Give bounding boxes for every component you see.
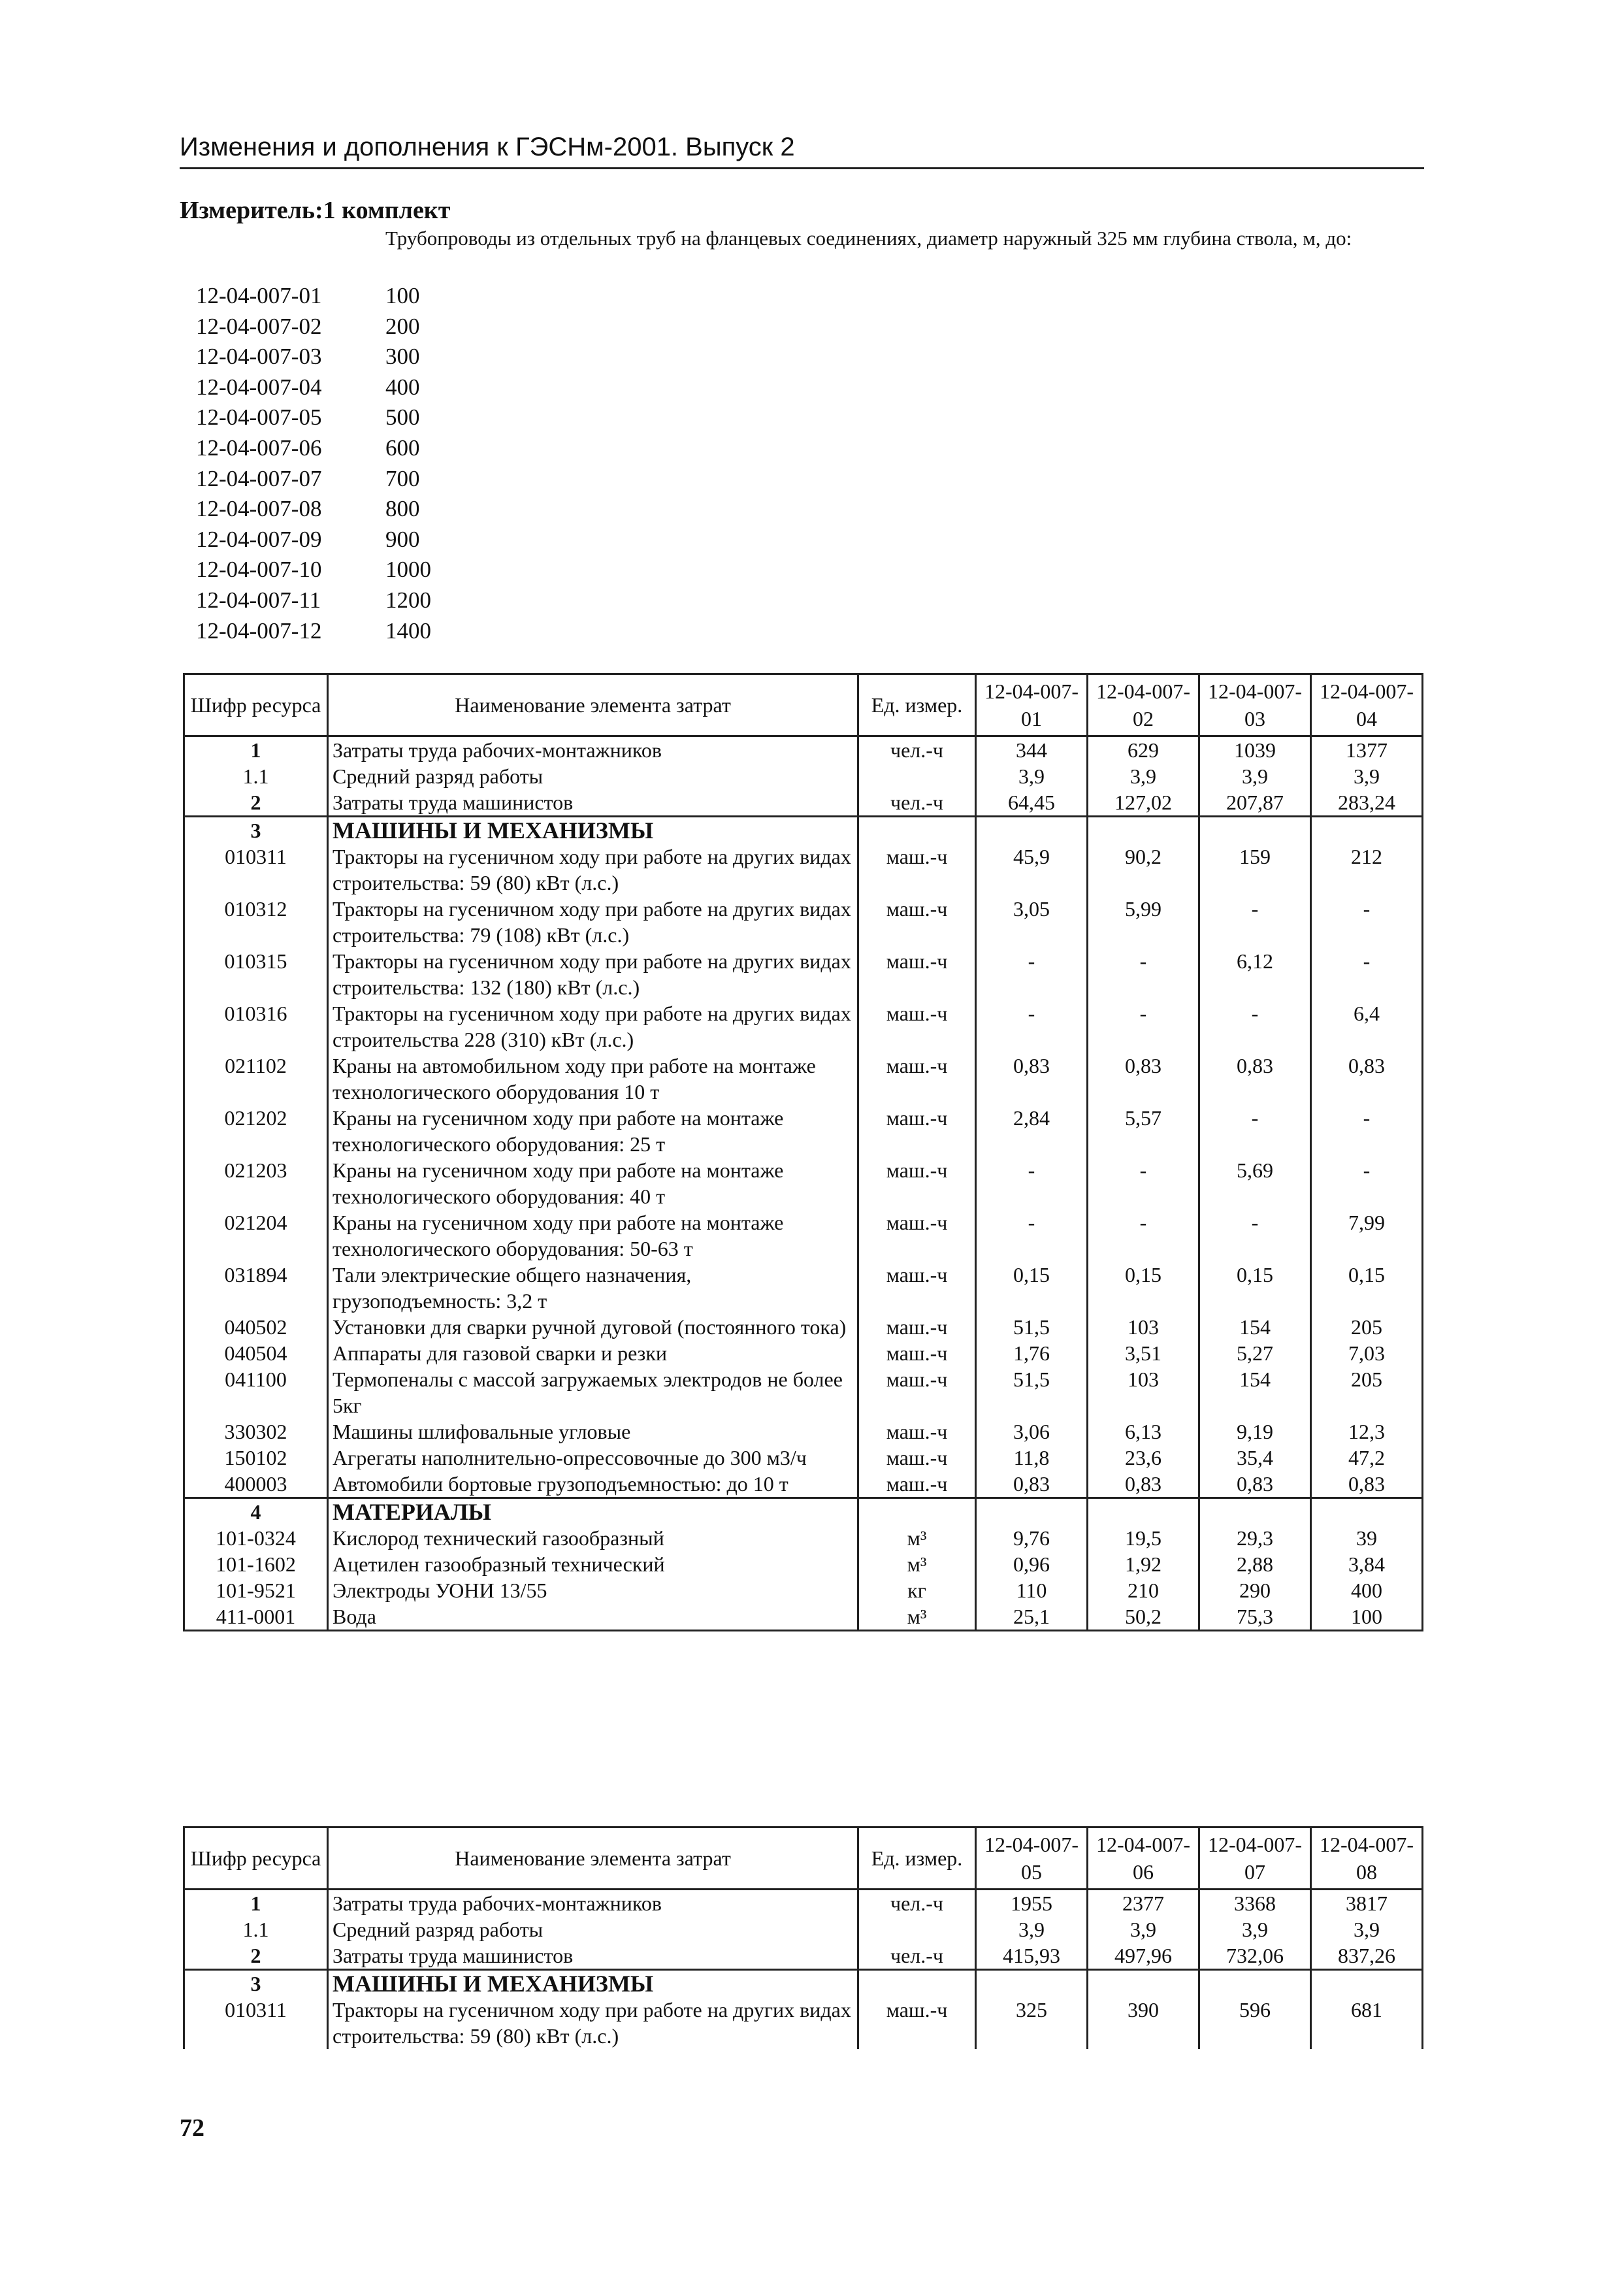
row-value: 3,9 bbox=[1088, 763, 1199, 789]
row-value: 6,13 bbox=[1088, 1418, 1199, 1445]
row-unit bbox=[858, 1498, 976, 1526]
row-value: 47,2 bbox=[1311, 1445, 1423, 1471]
row-value bbox=[1199, 817, 1311, 844]
row-value: 0,83 bbox=[1311, 1053, 1423, 1105]
code-list-code: 12-04-007-06 bbox=[196, 434, 322, 461]
row-value: - bbox=[1088, 1000, 1199, 1053]
row-value: 732,06 bbox=[1199, 1942, 1311, 1970]
row-value: - bbox=[976, 1000, 1088, 1053]
row-name: Тракторы на гусеничном ходу при работе на других видах строительства: 59 (80) кВт (л.с.) bbox=[328, 1997, 858, 2049]
row-code: 4 bbox=[184, 1498, 328, 1526]
code-list-code: 12-04-007-01 bbox=[196, 283, 322, 308]
code-list-depth: 300 bbox=[385, 344, 420, 370]
row-name: Краны на гусеничном ходу при работе на монтаже технологического оборудования: 40 т bbox=[328, 1157, 858, 1209]
code-list-depth: 700 bbox=[385, 465, 420, 491]
row-value: 1,76 bbox=[976, 1340, 1088, 1366]
table-row bbox=[184, 1551, 1423, 1577]
row-code: 040504 bbox=[184, 1340, 328, 1366]
row-value: 205 bbox=[1311, 1366, 1423, 1418]
row-value bbox=[1199, 1970, 1311, 1997]
table-row bbox=[184, 789, 1423, 817]
row-name: Вода bbox=[328, 1603, 858, 1631]
row-value: - bbox=[1311, 1105, 1423, 1157]
row-value: 207,87 bbox=[1199, 789, 1311, 817]
row-value: 3,9 bbox=[976, 763, 1088, 789]
row-name: Тракторы на гусеничном ходу при работе на других видах строительства 228 (310) кВт (л.с.) bbox=[328, 1000, 858, 1053]
row-value bbox=[976, 1498, 1088, 1526]
row-name: Средний разряд работы bbox=[328, 763, 858, 789]
row-value: 0,83 bbox=[1311, 1471, 1423, 1498]
header-unit: Ед. измер. bbox=[858, 1827, 976, 1890]
row-code: 101-1602 bbox=[184, 1551, 328, 1577]
row-value bbox=[1088, 1970, 1199, 1997]
row-name: Автомобили бортовые грузоподъемностью: до 10 т bbox=[328, 1471, 858, 1498]
row-value: 127,02 bbox=[1088, 789, 1199, 817]
code-list-code: 12-04-007-11 bbox=[196, 587, 321, 613]
row-code: 010316 bbox=[184, 1000, 328, 1053]
table-row bbox=[184, 1445, 1423, 1471]
code-list-code: 12-04-007-10 bbox=[196, 557, 322, 583]
table-row bbox=[184, 1997, 1423, 2049]
row-value: - bbox=[1311, 948, 1423, 1000]
row-value: 9,76 bbox=[976, 1525, 1088, 1551]
row-value bbox=[976, 817, 1088, 844]
row-name: Затраты труда рабочих-монтажников bbox=[328, 736, 858, 764]
row-unit: маш.-ч bbox=[858, 1053, 976, 1105]
row-unit: чел.-ч bbox=[858, 1890, 976, 1917]
row-code: 2 bbox=[184, 1942, 328, 1970]
row-code: 1 bbox=[184, 1890, 328, 1917]
code-list-code: 12-04-007-05 bbox=[196, 404, 322, 431]
table-row bbox=[184, 1418, 1423, 1445]
row-value: 25,1 bbox=[976, 1603, 1088, 1631]
header-col: 12-04-007-04 bbox=[1311, 674, 1423, 736]
row-name: Тракторы на гусеничном ходу при работе на других видах строительства: 79 (108) кВт (л.с.) bbox=[328, 896, 858, 948]
row-unit: чел.-ч bbox=[858, 736, 976, 764]
table-row bbox=[184, 1053, 1423, 1105]
row-code: 400003 bbox=[184, 1471, 328, 1498]
cost-table-1 bbox=[183, 673, 1423, 1631]
measure-line bbox=[180, 196, 450, 225]
row-value: 6,12 bbox=[1199, 948, 1311, 1000]
code-list-item bbox=[196, 464, 431, 495]
code-list-depth: 600 bbox=[385, 434, 420, 461]
row-name: Тали электрические общего назначения, грузоподъемность: 3,2 т bbox=[328, 1262, 858, 1314]
row-value: 0,83 bbox=[1199, 1471, 1311, 1498]
row-code: 040502 bbox=[184, 1314, 328, 1340]
row-unit: чел.-ч bbox=[858, 789, 976, 817]
row-value: 103 bbox=[1088, 1314, 1199, 1340]
row-value: 629 bbox=[1088, 736, 1199, 764]
row-value: 100 bbox=[1311, 1603, 1423, 1631]
row-value: - bbox=[976, 1157, 1088, 1209]
row-value: 3,9 bbox=[1199, 763, 1311, 789]
row-value: 3,9 bbox=[976, 1916, 1088, 1942]
row-unit: маш.-ч bbox=[858, 896, 976, 948]
row-unit bbox=[858, 1916, 976, 1942]
row-value: 283,24 bbox=[1311, 789, 1423, 817]
row-name: Затраты труда машинистов bbox=[328, 789, 858, 817]
row-code: 010315 bbox=[184, 948, 328, 1000]
table-row bbox=[184, 1603, 1423, 1631]
table-row bbox=[184, 763, 1423, 789]
row-name: Агрегаты наполнительно-опрессовочные до 300 м3/ч bbox=[328, 1445, 858, 1471]
header-col: 12-04-007-07 bbox=[1199, 1827, 1311, 1890]
row-value: 3,51 bbox=[1088, 1340, 1199, 1366]
code-list-item bbox=[196, 433, 431, 464]
code-list-depth: 200 bbox=[385, 313, 420, 339]
code-list-depth: 100 bbox=[385, 283, 420, 308]
header-code: Шифр ресурса bbox=[184, 674, 328, 736]
row-code: 411-0001 bbox=[184, 1603, 328, 1631]
header-col: 12-04-007-06 bbox=[1088, 1827, 1199, 1890]
row-code: 041100 bbox=[184, 1366, 328, 1418]
measure-value: 1 комплект bbox=[323, 197, 451, 224]
row-value: - bbox=[976, 948, 1088, 1000]
row-value: 11,8 bbox=[976, 1445, 1088, 1471]
table-row bbox=[184, 1890, 1423, 1917]
row-name: Затраты труда машинистов bbox=[328, 1942, 858, 1970]
row-unit: маш.-ч bbox=[858, 1314, 976, 1340]
row-value: - bbox=[1311, 896, 1423, 948]
code-list-depth: 500 bbox=[385, 404, 420, 431]
table-row bbox=[184, 1262, 1423, 1314]
table-row bbox=[184, 1209, 1423, 1262]
row-value: - bbox=[1199, 1209, 1311, 1262]
row-value: 3,9 bbox=[1199, 1916, 1311, 1942]
code-list-item bbox=[196, 585, 431, 616]
header-title: Изменения и дополнения к ГЭСНм-2001. Выпуск 2 bbox=[180, 133, 795, 161]
row-value bbox=[1311, 1498, 1423, 1526]
row-value: 596 bbox=[1199, 1997, 1311, 2049]
code-list-item bbox=[196, 494, 431, 525]
row-value: 159 bbox=[1199, 844, 1311, 896]
row-value: 0,15 bbox=[1311, 1262, 1423, 1314]
row-value: 415,93 bbox=[976, 1942, 1088, 1970]
row-code: 021204 bbox=[184, 1209, 328, 1262]
row-unit: маш.-ч bbox=[858, 1209, 976, 1262]
row-code: 010312 bbox=[184, 896, 328, 948]
row-value: - bbox=[1199, 1105, 1311, 1157]
row-unit: маш.-ч bbox=[858, 1262, 976, 1314]
row-unit: маш.-ч bbox=[858, 1105, 976, 1157]
row-name: Краны на автомобильном ходу при работе на монтаже технологического оборудования 10 т bbox=[328, 1053, 858, 1105]
code-list-depth: 900 bbox=[385, 526, 420, 552]
row-value: 6,4 bbox=[1311, 1000, 1423, 1053]
row-value: 5,27 bbox=[1199, 1340, 1311, 1366]
row-value: 7,03 bbox=[1311, 1340, 1423, 1366]
row-name: Тракторы на гусеничном ходу при работе на других видах строительства: 132 (180) кВт (л.с.) bbox=[328, 948, 858, 1000]
work-description: Трубопроводы из отдельных труб на фланцевых соединениях, диаметр наружный 325 мм глубина ствола, м, до: bbox=[385, 227, 1352, 250]
code-list-code: 12-04-007-09 bbox=[196, 526, 322, 552]
row-value: 19,5 bbox=[1088, 1525, 1199, 1551]
header-col: 12-04-007-05 bbox=[976, 1827, 1088, 1890]
row-value: 29,3 bbox=[1199, 1525, 1311, 1551]
row-unit: маш.-ч bbox=[858, 1157, 976, 1209]
header-name: Наименование элемента затрат bbox=[328, 674, 858, 736]
row-value bbox=[1199, 1498, 1311, 1526]
code-list-item bbox=[196, 281, 431, 312]
row-unit bbox=[858, 817, 976, 844]
row-value: 290 bbox=[1199, 1577, 1311, 1603]
row-name: Установки для сварки ручной дуговой (постоянного тока) bbox=[328, 1314, 858, 1340]
row-unit: м³ bbox=[858, 1525, 976, 1551]
row-value: 325 bbox=[976, 1997, 1088, 2049]
row-value: 1955 bbox=[976, 1890, 1088, 1917]
row-unit bbox=[858, 763, 976, 789]
table-row bbox=[184, 1157, 1423, 1209]
row-code: 1 bbox=[184, 736, 328, 764]
row-value: 110 bbox=[976, 1577, 1088, 1603]
row-value: 344 bbox=[976, 736, 1088, 764]
row-name: Ацетилен газообразный технический bbox=[328, 1551, 858, 1577]
row-value: 90,2 bbox=[1088, 844, 1199, 896]
row-unit: маш.-ч bbox=[858, 948, 976, 1000]
code-list bbox=[196, 281, 431, 646]
row-name: Электроды УОНИ 13/55 bbox=[328, 1577, 858, 1603]
row-name: Кислород технический газообразный bbox=[328, 1525, 858, 1551]
row-value: 45,9 bbox=[976, 844, 1088, 896]
header-unit: Ед. измер. bbox=[858, 674, 976, 736]
row-value bbox=[1311, 1970, 1423, 1997]
row-value: 400 bbox=[1311, 1577, 1423, 1603]
table-row bbox=[184, 817, 1423, 844]
row-code: 3 bbox=[184, 817, 328, 844]
row-value: 390 bbox=[1088, 1997, 1199, 2049]
row-unit: чел.-ч bbox=[858, 1942, 976, 1970]
header-code: Шифр ресурса bbox=[184, 1827, 328, 1890]
table-row bbox=[184, 1314, 1423, 1340]
row-value: 3,9 bbox=[1088, 1916, 1199, 1942]
table-header-row bbox=[184, 1827, 1423, 1890]
measure-label: Измеритель: bbox=[180, 197, 323, 224]
row-name: Затраты труда рабочих-монтажников bbox=[328, 1890, 858, 1917]
row-unit: маш.-ч bbox=[858, 1471, 976, 1498]
row-value: 64,45 bbox=[976, 789, 1088, 817]
row-code: 101-9521 bbox=[184, 1577, 328, 1603]
code-list-depth: 1400 bbox=[385, 617, 431, 644]
row-value bbox=[976, 1970, 1088, 1997]
row-value: 51,5 bbox=[976, 1314, 1088, 1340]
row-code: 1.1 bbox=[184, 763, 328, 789]
row-value: 9,19 bbox=[1199, 1418, 1311, 1445]
code-list-item bbox=[196, 616, 431, 647]
table-row bbox=[184, 1916, 1423, 1942]
row-name: Термопеналы с массой загружаемых электродов не более 5кг bbox=[328, 1366, 858, 1418]
code-list-code: 12-04-007-02 bbox=[196, 313, 322, 339]
row-name: Тракторы на гусеничном ходу при работе на других видах строительства: 59 (80) кВт (л.с.) bbox=[328, 844, 858, 896]
code-list-depth: 1000 bbox=[385, 557, 431, 583]
header-name: Наименование элемента затрат bbox=[328, 1827, 858, 1890]
row-code: 1.1 bbox=[184, 1916, 328, 1942]
row-value: 3,9 bbox=[1311, 1916, 1423, 1942]
table-row bbox=[184, 736, 1423, 764]
row-value: 0,15 bbox=[1199, 1262, 1311, 1314]
code-list-depth: 800 bbox=[385, 496, 420, 522]
row-value: 210 bbox=[1088, 1577, 1199, 1603]
header-col: 12-04-007-08 bbox=[1311, 1827, 1423, 1890]
table-row bbox=[184, 1366, 1423, 1418]
row-name: МАШИНЫ И МЕХАНИЗМЫ bbox=[328, 1970, 858, 1997]
row-value: 3,05 bbox=[976, 896, 1088, 948]
row-name: МАТЕРИАЛЫ bbox=[328, 1498, 858, 1526]
row-value: 3,9 bbox=[1311, 763, 1423, 789]
row-value: - bbox=[1088, 1209, 1199, 1262]
row-unit: м³ bbox=[858, 1603, 976, 1631]
row-value: 39 bbox=[1311, 1525, 1423, 1551]
row-value: 5,99 bbox=[1088, 896, 1199, 948]
cost-table-2 bbox=[183, 1826, 1423, 2049]
row-code: 021203 bbox=[184, 1157, 328, 1209]
header-col: 12-04-007-02 bbox=[1088, 674, 1199, 736]
row-name: Аппараты для газовой сварки и резки bbox=[328, 1340, 858, 1366]
row-value: 50,2 bbox=[1088, 1603, 1199, 1631]
code-list-depth: 400 bbox=[385, 374, 420, 400]
table-row bbox=[184, 896, 1423, 948]
row-value: - bbox=[1199, 1000, 1311, 1053]
row-unit: кг bbox=[858, 1577, 976, 1603]
row-code: 031894 bbox=[184, 1262, 328, 1314]
row-value: 7,99 bbox=[1311, 1209, 1423, 1262]
row-value: - bbox=[976, 1209, 1088, 1262]
row-value: 3,06 bbox=[976, 1418, 1088, 1445]
row-value: 5,57 bbox=[1088, 1105, 1199, 1157]
row-value: 681 bbox=[1311, 1997, 1423, 2049]
header-col: 12-04-007-03 bbox=[1199, 674, 1311, 736]
row-code: 101-0324 bbox=[184, 1525, 328, 1551]
row-value: 1377 bbox=[1311, 736, 1423, 764]
row-value: - bbox=[1199, 896, 1311, 948]
row-value: 1,92 bbox=[1088, 1551, 1199, 1577]
row-value: 3817 bbox=[1311, 1890, 1423, 1917]
code-list-code: 12-04-007-07 bbox=[196, 465, 322, 491]
table-row bbox=[184, 1525, 1423, 1551]
row-value: - bbox=[1311, 1157, 1423, 1209]
code-list-depth: 1200 bbox=[385, 587, 431, 613]
table-header-row bbox=[184, 674, 1423, 736]
row-value: 0,96 bbox=[976, 1551, 1088, 1577]
code-list-item bbox=[196, 372, 431, 403]
page-number: 72 bbox=[180, 2114, 204, 2142]
code-list-item bbox=[196, 525, 431, 555]
row-unit: маш.-ч bbox=[858, 844, 976, 896]
row-value: 3368 bbox=[1199, 1890, 1311, 1917]
table-row bbox=[184, 1000, 1423, 1053]
table-row bbox=[184, 1105, 1423, 1157]
table-row bbox=[184, 1942, 1423, 1970]
row-name: Средний разряд работы bbox=[328, 1916, 858, 1942]
row-name: Краны на гусеничном ходу при работе на монтаже технологического оборудования: 50-63 т bbox=[328, 1209, 858, 1262]
row-value: 75,3 bbox=[1199, 1603, 1311, 1631]
row-value: - bbox=[1088, 948, 1199, 1000]
row-value: - bbox=[1088, 1157, 1199, 1209]
row-value: 0,15 bbox=[976, 1262, 1088, 1314]
row-name: МАШИНЫ И МЕХАНИЗМЫ bbox=[328, 817, 858, 844]
row-value: 154 bbox=[1199, 1314, 1311, 1340]
row-value: 2377 bbox=[1088, 1890, 1199, 1917]
row-unit: маш.-ч bbox=[858, 1997, 976, 2049]
row-value: 154 bbox=[1199, 1366, 1311, 1418]
row-value: 5,69 bbox=[1199, 1157, 1311, 1209]
code-list-item bbox=[196, 312, 431, 342]
page-header bbox=[180, 129, 1424, 169]
header-col: 12-04-007-01 bbox=[976, 674, 1088, 736]
code-list-code: 12-04-007-08 bbox=[196, 496, 322, 522]
table-row bbox=[184, 1340, 1423, 1366]
row-name: Краны на гусеничном ходу при работе на монтаже технологического оборудования: 25 т bbox=[328, 1105, 858, 1157]
row-unit: м³ bbox=[858, 1551, 976, 1577]
code-list-code: 12-04-007-03 bbox=[196, 344, 322, 370]
row-unit: маш.-ч bbox=[858, 1340, 976, 1366]
row-value: 837,26 bbox=[1311, 1942, 1423, 1970]
code-list-item bbox=[196, 402, 431, 433]
table-row bbox=[184, 1970, 1423, 1997]
row-code: 330302 bbox=[184, 1418, 328, 1445]
row-value: 0,15 bbox=[1088, 1262, 1199, 1314]
row-unit: маш.-ч bbox=[858, 1366, 976, 1418]
row-value: 2,88 bbox=[1199, 1551, 1311, 1577]
row-code: 2 bbox=[184, 789, 328, 817]
row-value: 3,84 bbox=[1311, 1551, 1423, 1577]
row-value: 35,4 bbox=[1199, 1445, 1311, 1471]
row-value: 497,96 bbox=[1088, 1942, 1199, 1970]
row-value: 205 bbox=[1311, 1314, 1423, 1340]
row-value bbox=[1088, 817, 1199, 844]
row-unit: маш.-ч bbox=[858, 1000, 976, 1053]
table-row bbox=[184, 1498, 1423, 1526]
row-unit: маш.-ч bbox=[858, 1445, 976, 1471]
row-value: 103 bbox=[1088, 1366, 1199, 1418]
row-code: 021102 bbox=[184, 1053, 328, 1105]
row-unit bbox=[858, 1970, 976, 1997]
row-value: 0,83 bbox=[1088, 1053, 1199, 1105]
code-list-item bbox=[196, 555, 431, 585]
table-row bbox=[184, 948, 1423, 1000]
row-value: 0,83 bbox=[976, 1471, 1088, 1498]
row-unit: маш.-ч bbox=[858, 1418, 976, 1445]
row-value bbox=[1311, 817, 1423, 844]
row-code: 021202 bbox=[184, 1105, 328, 1157]
row-value: 212 bbox=[1311, 844, 1423, 896]
code-list-code: 12-04-007-04 bbox=[196, 374, 322, 400]
row-value: 2,84 bbox=[976, 1105, 1088, 1157]
row-value: 23,6 bbox=[1088, 1445, 1199, 1471]
table-row bbox=[184, 1577, 1423, 1603]
code-list-item bbox=[196, 342, 431, 372]
row-name: Машины шлифовальные угловые bbox=[328, 1418, 858, 1445]
row-value: 51,5 bbox=[976, 1366, 1088, 1418]
row-code: 3 bbox=[184, 1970, 328, 1997]
row-value: 0,83 bbox=[1088, 1471, 1199, 1498]
row-value: 12,3 bbox=[1311, 1418, 1423, 1445]
row-value: 0,83 bbox=[976, 1053, 1088, 1105]
row-value bbox=[1088, 1498, 1199, 1526]
row-code: 010311 bbox=[184, 844, 328, 896]
row-code: 150102 bbox=[184, 1445, 328, 1471]
row-code: 010311 bbox=[184, 1997, 328, 2049]
table-row bbox=[184, 1471, 1423, 1498]
code-list-code: 12-04-007-12 bbox=[196, 617, 322, 644]
row-value: 0,83 bbox=[1199, 1053, 1311, 1105]
row-value: 1039 bbox=[1199, 736, 1311, 764]
table-row bbox=[184, 844, 1423, 896]
